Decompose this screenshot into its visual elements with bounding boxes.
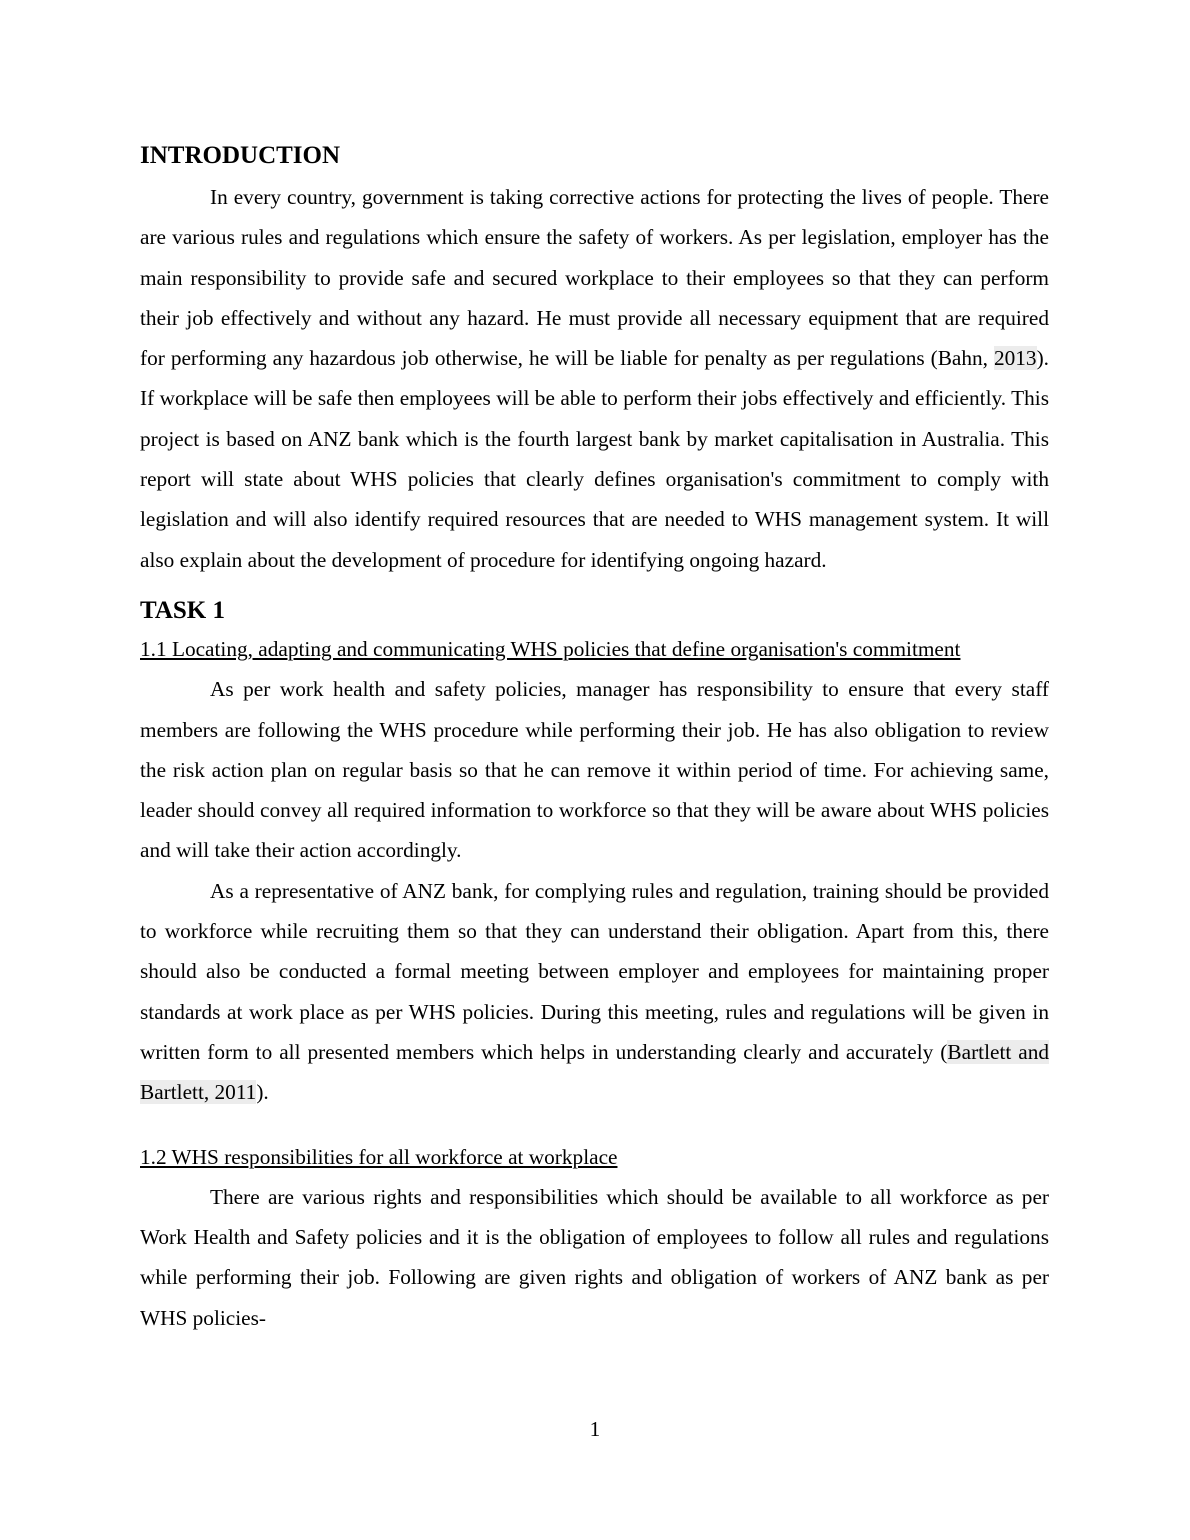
page-content [140, 138, 1049, 1338]
subheading-1-1: 1.1 Locating, adapting and communicating WHS policies that define organisation's commitment [140, 636, 961, 661]
introduction-heading: INTRODUCTION [140, 142, 341, 169]
citation-year-highlight: 2013 [993, 346, 1037, 371]
subheading-1-2: 1.2 WHS responsibilities for all workforce at workplace [140, 1144, 618, 1169]
para-1-1-b-text-2: ). [256, 1080, 269, 1105]
citation-highlight: Bartlett and Bartlett, 2011 [140, 1039, 1050, 1105]
paragraph-1-2: There are various rights and responsibilities which should be available to all workforce as per Work Health and Safety policies and it is the obligation of employees to follow all rules and regulations while performing their job. Following are given rights and obligation of workers of ANZ bank as per WHS policies- [140, 1184, 1049, 1330]
paragraph-1-1-b [140, 871, 1049, 1113]
para-1-1-b-text-1: As a representative of ANZ bank, for complying rules and regulation, training should be provided to workforce while recruiting them so that they can understand their obligation. Apart from this, there should also be conducted a formal meeting between employer and employees for maintaining proper standards at work place as per WHS policies. During this meeting, rules and regulations will be given in written form to all presented members which helps in understanding clearly and accurately ( [140, 878, 1049, 1064]
introduction-paragraph [140, 177, 1049, 580]
intro-text-part-2: ). If workplace will be safe then employees will be able to perform their jobs effectively and efficiently. This project is based on ANZ bank which is the fourth largest bank by market capitalisation in Australia. This report will state about WHS policies that clearly defines organisation's commitment to comply with legislation and will also identify required resources that are needed to WHS management system. It will also explain about the development of procedure for identifying ongoing hazard. [140, 346, 1049, 572]
task-1-heading: TASK 1 [140, 596, 225, 624]
page-number: 1 [589, 1417, 601, 1441]
paragraph-1-1-a: As per work health and safety policies, manager has responsibility to ensure that every staff members are following the WHS procedure while performing their job. He has also obligation to review the risk action plan on regular basis so that he can remove it within period of time. For achieving same, leader should convey all required information to workforce so that they will be aware about WHS policies and will take their action accordingly. [140, 677, 1049, 863]
intro-text-part-1: In every country, government is taking corrective actions for protecting the lives of people. There are various rules and regulations which ensure the safety of workers. As per legislation, employer has the main responsibility to provide safe and secured workplace to their employees so that they can perform their job effectively and without any hazard. He must provide all necessary equipment that are required for performing any hazardous job otherwise, he will be liable for penalty as per regulations (Bahn, [140, 185, 1049, 371]
